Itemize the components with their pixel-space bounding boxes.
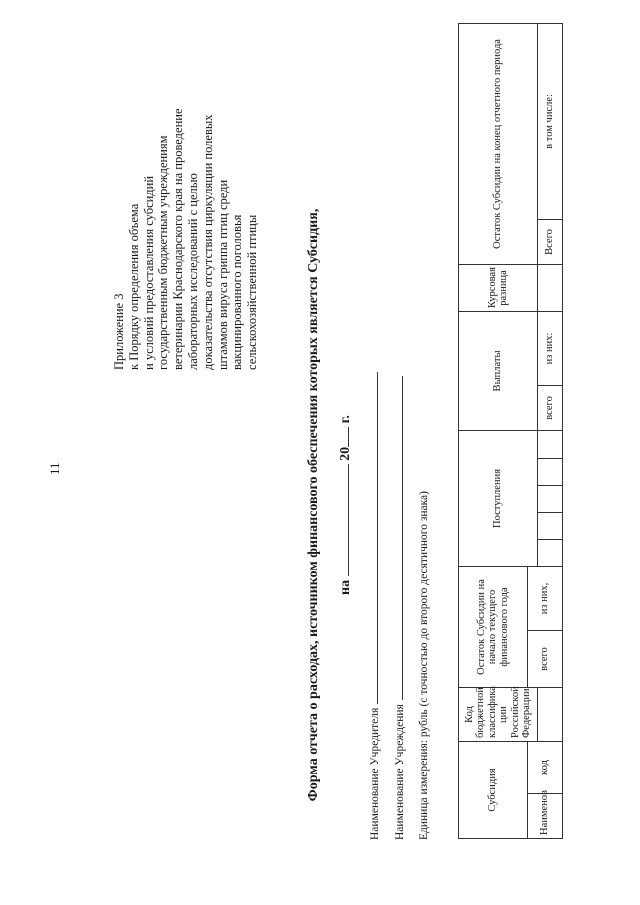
founder-field [365,372,381,840]
header-budget-code-sub [538,688,563,742]
receipts-sub-1 [538,540,563,567]
annex-line: к Порядку определения объема [126,203,141,370]
annex-line: сельскохозяйственной птицы [245,214,260,370]
date-suffix: г. [338,415,353,424]
header-balance-start: Остаток Субсидии на начало текущего финансового года [459,567,528,688]
header-balance-start-total: всего [528,631,563,688]
header-exchange-diff: Курсовая разница [459,264,538,311]
annex-line: Приложение 3 [112,293,126,370]
unit-field [418,491,430,840]
annex-line: штаммов вируса гриппа птиц среди [215,179,230,370]
header-payments-of-which: из них: [538,311,563,385]
header-exchange-diff-sub [538,264,563,311]
date-day-month-blank[interactable] [334,464,349,576]
date-prefix: на [338,579,353,595]
header-payments-total: всего [538,385,563,430]
institution-label: Наименование Учреждения [394,704,406,840]
header-subsidy: Субсидия [459,742,528,839]
header-receipts: Поступления [459,430,538,566]
header-subsidy-code: код [528,742,563,794]
form-title: Форма отчета о расходах, источником финансового обеспечения которых является Субсидия, [306,208,321,802]
date-year-blank[interactable] [334,427,349,447]
unit-label: Единица измерения: рубль (с точностью до второго десятичного знака) [418,491,430,840]
header-subsidy-name: Наименов [528,794,563,839]
receipts-sub-5 [538,430,563,458]
annex-line: вакцинированного поголовья [230,214,245,370]
report-date-line [334,165,354,845]
institution-field [390,376,406,840]
page-number: 11 [47,462,62,475]
header-balance-end: Остаток Субсидии на конец отчетного периода [459,23,538,264]
founder-label: Наименование Учредителя [369,707,381,840]
header-balance-start-of-which: из них, [528,567,563,631]
header-balance-end-total: Всего [538,219,563,264]
annex-line: и условий предоставления субсидий [141,175,156,370]
annex-line: лабораторных исследований с целью [185,173,200,370]
annex-line: государственным бюджетным учреждениям [156,135,171,370]
header-budget-code: Код бюджетной классифика ции Российской Федерации [459,688,538,742]
annex-line: ветеринарии Краснодарского края на проведение [171,108,186,370]
header-balance-end-including: в том числе: [538,23,563,219]
founder-blank[interactable] [365,372,378,704]
receipts-sub-4 [538,459,563,486]
header-payments: Выплаты [459,311,538,430]
institution-blank[interactable] [390,376,403,700]
report-table [458,23,563,839]
annex-line: доказательства отсутствия циркуляции полевых [200,114,215,370]
annex-block [112,20,260,370]
date-year: 20 [338,446,353,461]
receipts-sub-2 [538,513,563,540]
receipts-sub-3 [538,486,563,513]
